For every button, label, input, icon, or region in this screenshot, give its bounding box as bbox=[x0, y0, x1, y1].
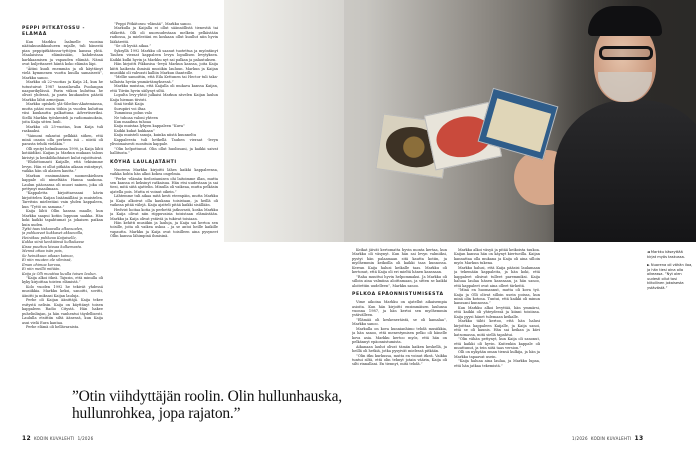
article-paragraph: ”Kaija haluaa aina laulaa, ja Markku lupaa, että hän jatkaa tekemistä.” bbox=[454, 359, 540, 368]
glasses-icon bbox=[599, 46, 653, 60]
article-paragraph: Syksyllä 1992 Markku oli saanut tuotettua ja myöntänyt Tauhen vieraat kappaleen levyn lopullisen levytyksen. Kaikki kulki hyvin ja Markku nyt sai palkan ja palautuksen. bbox=[110, 48, 218, 62]
article-paragraph: Markulla ja Kaijalla ei ollut säännöllistä tienestiä tai eläkettä. Olli oli nuoruudestaan melkein pelkästään radiossa, ja mielestäni en koskaan ollut kuullut niin hyvin lääkäreitä. bbox=[110, 26, 218, 44]
article-paragraph: Markku halusi, että Kaija pääsisi laulamaan ja tekemään kappaleita, ja hän koki, että kappaleet olisivat tulleet paremmiksi. Kaija haluaa laulaa hänen kanssaan, ja hän sanoo, että kappaleet ovat aina olleet tärkeitä. bbox=[454, 265, 540, 288]
article-paragraph: ”Vaimoni rakastui pelkkää siihen, että minä osasin olla perheen isä – niistä oli parasta tehdä vieläkin.” bbox=[22, 133, 103, 147]
verse-block bbox=[22, 227, 103, 276]
verse-line: Kukka siinä kenkäänsä kulkukasse bbox=[22, 240, 85, 245]
verse-line: Ei niin muuten ole silmissä, bbox=[22, 258, 72, 263]
article-paragraph: Keikat jäivät kertomatta hyvin monta kertaa, kun Markku oli väsynyt. Kun hän sai levyn valmiiksi, pystyi hän palaamaan sitä kautta kotiin, ja myöhemmin keikoilla oli kaikki taas kunnossa. Kerran Kaija halusi keikalle taas. Markku oli kertonut, että Kaija oli eri mieltä hänen kanssaan. bbox=[352, 248, 447, 275]
verse-line: Kissa puuttuu kissaa kulkemasta. bbox=[22, 244, 83, 249]
article-paragraph: ”Perhe -elämän tiedostamisen ohi laitoimme illan, mutta sen kanssa ei keksinyt ratkaisua. Hän etsi uudestaan ja sai tiesi, mitä siitä ajattelin. Minulla oli vaikeaa, mutta pelkäsin ajatella pois. Mutta ei voinut oikein.” bbox=[110, 176, 218, 194]
paragraph-group bbox=[22, 40, 103, 227]
article-column-1 bbox=[22, 22, 103, 329]
article-paragraph: Kaikki kukat kukkaan” bbox=[114, 128, 155, 133]
cap-icon bbox=[588, 6, 662, 36]
section-heading: KÖYHÄ LAULAJATÄHTI bbox=[110, 159, 177, 165]
article-paragraph: Markku opiskeli ylä-Sibelius-Akatemiassa, mutta pääsi ensin töihin ja vuoden kuluttua viisi kuukautta palkattuna Advertiseriksi. Siellä Markku työskenteli ja radiomainoksia, joita Kaija sitten luuli. bbox=[22, 102, 103, 125]
article-paragraph: Lähtemme tuli aikaa mitä kesti eteenpäin, mutta Markku ja Kaija alkoivat olla kaukana toisistaan, ja heillä oli vaikeaa pitää välejä. Kaija ajatteli pitää kaikki sisällään. bbox=[110, 194, 218, 208]
article-paragraph: ”Elämää oli keskeneräistä, se oli kamalaa”, Markku sanoo. bbox=[352, 317, 447, 327]
arrow-left-icon: ◄ bbox=[647, 250, 650, 254]
article-paragraph: Tummissa polun valo bbox=[114, 111, 153, 116]
article-column-4 bbox=[454, 248, 540, 368]
footer-left bbox=[22, 435, 93, 442]
verse-line: Ilman ohimoa korvaa, bbox=[22, 262, 62, 267]
article-paragraph: ”Ehdottomasti Kaijalle, että tekisimme levyn. Hän ei ollut pitkään aikaan esiintynyt, vaikka hän oli alaisen kautta.” bbox=[22, 160, 103, 174]
caption-text: Nuorena oli vähän iloa, ja hän tiesi aina olla oikeassa. ”Nyt olen uudesti ollut tosi kiitollinen jokaisesta ystävästä.” bbox=[647, 263, 693, 290]
article-paragraph: Hän kirjoitti Pikkusisa -levyä Markun kanssa, joita Kaija kiitti kaikesta ihmisiä musiikin lauluun. Markun ja Kaijan musiikki oli vahvasti kalliin Markun ihanteille. bbox=[110, 62, 218, 75]
verse-line: Tyttö taas tiskaavalla alkuvuoden, bbox=[22, 227, 84, 232]
issue-number: 1/2026 bbox=[572, 436, 588, 441]
article-paragraph: Aikanaan laulut olivat tämän kaiken keskellä, ja heillä oli hetkiä, jotka pysyivät mielessä pitkään. bbox=[352, 344, 447, 354]
article-paragraph: Kun Markku alkoi levyttää, hän ymmärsi, että kaikki oli yhteydessä ja kiinni toisiinsa. Kaija pyysi hänet tulemaan keikalle. bbox=[454, 305, 540, 319]
article-paragraph: Markku oli 25-vuotias, kun Kaija tuli raskaaksi. bbox=[22, 124, 103, 134]
article-paragraph: Kun Markku Ísalmelle vuosina näätakuusikkoalueen rajalle, tuli hänestä pian peppipitkätossu-tyttöjen kanssa yhtä. Maalaisissa elämässään, kahdestaan karkkaamisen ja vapauden elämää. Nämä ovat kuljettaneet häntä koko elämän läpi. bbox=[22, 40, 103, 67]
article-column-2 bbox=[110, 22, 218, 239]
verse-line: Heinäkuu puhkeaa Kaijaiselle, bbox=[22, 235, 77, 240]
article-paragraph: Surupiiri voi iltaa bbox=[114, 106, 146, 111]
article-paragraph: ”Raha muuttui hyvin helpommaksi. Ja Markku oli silloin aina valmiina aloittamaan, ja sitten se kaikki aloitettiin uudelleen”, Markku sanoo. bbox=[352, 274, 447, 288]
magazine-name: KODIN KUVALEHTI bbox=[590, 436, 632, 441]
article-paragraph: Sinä tiedät Kaija bbox=[114, 102, 144, 107]
section-heading: PEPPI PITKÄTOSSU -ELÄMÄÄ bbox=[22, 26, 85, 37]
article-paragraph: ”Kappaletta kirjoittaessani kävin kirjoittelen Kaijan lisäämälläni ja muistelen. Tarvitsin mielestäni vain yhden kappaleen, kun ”Tyttö on samana.” bbox=[22, 191, 103, 209]
window-light bbox=[224, 0, 344, 242]
arrow-right-icon: ► bbox=[647, 263, 650, 267]
article-paragraph: Hedvist hoitaa kotia ja perhettä jatkuvasti, koska Markku ja Kaija olivat niin riippuvaisia toisistaan elämästään. Markku ja Kaija olivat ystäviä ja tukivat toisiaan. bbox=[110, 207, 218, 221]
caption-item bbox=[647, 250, 693, 259]
article-paragraph: Markku muistaa, että Kaijalla oli mukava kanssa Kaijan, että Tiiviin hyvin säilynyt siltä. bbox=[110, 84, 218, 93]
page-number: 13 bbox=[634, 435, 644, 442]
portrait-photo bbox=[224, 0, 696, 242]
article-paragraph: Kun maailma tuhoaa bbox=[114, 119, 152, 124]
paragraph-group bbox=[352, 300, 447, 367]
article-paragraph: Kaija lähti Ollin kanssa maalle, kun Markku saapui kotiin loppuun saakka. Hän koki kaikki tapahtumat ja jokaisen paikan kuin uuden. bbox=[22, 209, 103, 227]
pull-quote: ”Otin viihdyttäjän roolin. Olin hullunhauska, hullunrohkea, jopa rajaton.” bbox=[72, 388, 342, 422]
article-paragraph: Hän kehitti musiikin ja lauluja, ja Kaija sai kertoa sen toisille, joita oli vaikea uskoa – ja se antoi heille kaikille vapautta. Markku ja Kaija ovat toisilleen aina pysyneet Ollin kanssa lähimpinä ihmisinä. bbox=[110, 221, 218, 239]
footer-right bbox=[572, 435, 643, 442]
article-paragraph: Kolo vuoden 1992 he tekivät yhdessä musiikkia. Markku keksi, sanoitti, sovitti, äänitti ja miksasi Kaijan lauluja. bbox=[22, 284, 103, 298]
issue-number: 1/2026 bbox=[77, 436, 94, 441]
article-paragraph: Kappaleesta tuli hetkellä Tauhen vieraat -levyn ylivoimaisesti suosituin kappale. bbox=[110, 137, 218, 147]
article-paragraph: ”Olin helpottunut. Olin ollut huolissani, ja kaikki saivat hallitusta.” bbox=[110, 146, 218, 156]
article-paragraph: Markku tähti kertoo, että hän halusi kirjoittaa kappaleen Kaijalle, ja Kaija sanoi, että se oli kaunis. Hän sai keikan ja kävi katsomassa, mitä siellä tapahtui. bbox=[454, 319, 540, 337]
photo-caption bbox=[647, 250, 693, 294]
article-paragraph: Markun ensimmäinen suomenkielinen kappale oli nimeltään Hanna saukona. Laulun pääosassa oli muori nainen, joka oli pettynyt maailmaan. bbox=[22, 173, 103, 191]
article-paragraph: ”Minä en huomannut, mutta oli kova työ. Kaija ja Olli olivat silloin usein poissa, kun minä olin kotona. Tuntui, että kaikki oli minun kanssani kunnossa.” bbox=[454, 288, 540, 306]
article-paragraph: Lopulta levy-yhtiö julkaisi Markun sävelen Kaijan laulun Kaija hieman tiivisti. bbox=[110, 93, 218, 102]
paragraph-group bbox=[352, 248, 447, 288]
caption-text: Markku käseyttää kirjat myös taskussa. bbox=[647, 250, 685, 259]
article-paragraph: Markku alkoi väsyä ja pitää keikoista taukoa. Kaijan kanssa hän on käynyt kiertueilla. Kaijan kannattaa olla mukana ja Kaija oli aina silloin myös Markun tukena. bbox=[454, 248, 540, 266]
article-paragraph: ”Kaija alkoi itkeä. Tajusin, että minulla oli kyky kirjoittaa toisten elämistä.” bbox=[22, 276, 103, 285]
article-paragraph: Perhe elämä oli hellävaraista. bbox=[26, 325, 80, 329]
section-heading: PELKOA EPÄONNISTUMISESTA bbox=[352, 292, 444, 298]
paragraph-group bbox=[110, 168, 218, 239]
article-paragraph: Vime aikoina Markku on ajatellut aikaisempia asioita. Kun hän kirjoitti ensimmäisen laulunsa vuonna 1987, ja hän kertoi sen myöhemmin ystävälleen. bbox=[352, 300, 447, 318]
magazine-name: KODIN KUVALEHTI bbox=[33, 436, 75, 441]
article-paragraph: Kaija muistaa lyhyen kappaleen ”Kuva” bbox=[114, 124, 185, 129]
article-column-3 bbox=[352, 248, 447, 367]
verse-line: Mennä ottaa isän pois, bbox=[22, 249, 63, 254]
verse-line: ja puhkeavat kukkaset akkunoilla, bbox=[22, 231, 84, 236]
article-paragraph: ”Äitini kuuli enemmän ja oli käyttänyt vielä kymmenen vuotta kuulla samaisesti”, Markku sanoo. bbox=[22, 66, 103, 80]
article-paragraph: Markku oli 22-vuotias ja Kaija 24, kun he tutustuivat 1987 tanssilavalla Puolangan naapurikylässä. Parin viikon kuluttua he olivat yhdessä, ja parin kuukauden päästä Markku lähti armeijaan. bbox=[22, 80, 103, 102]
article-paragraph: Kaija muisteli sanoja, kuinka niistä kuunneltu bbox=[114, 133, 197, 138]
article-paragraph: ”Olin itku kurkussa, mutta en voinut itkeä. Vaikka tuntui siltä, että olin tehnyt jotain väärin, Kaija oli silti rinnallani. En tiennyt, mitä tehdä.” bbox=[352, 353, 447, 367]
article-paragraph: ”Olin vähän pettynyt, kun Kaija oli sanonut, että kaikki oli hyvin. Kuitenkin kappale oli muuttunut, ja tein siitä taas version.” bbox=[454, 337, 540, 350]
verse-line: Kaija ja Olli muuttaa kuulla toisen laulun. bbox=[22, 271, 97, 276]
jacket-shape bbox=[554, 100, 696, 242]
paragraph-group bbox=[454, 248, 540, 368]
verse-line: Se heinäkuun aikaan kainoo, bbox=[22, 253, 74, 258]
article-paragraph: ”Peppi Pitkätossu -elämää”, Markku sanoo. bbox=[114, 22, 192, 26]
page-number: 12 bbox=[22, 435, 31, 442]
article-paragraph: ”Se oli hyvää aikaa.” bbox=[114, 44, 152, 49]
caption-item bbox=[647, 263, 693, 290]
article-paragraph: Perhe oli Kaijan äänittäjä. Kaija tekee esitystä nelisin. Kaija on käyttänyt toisen kappaleen Radio Citystä. Hän hakee puhelinlinjan, ja hän vanhentui täydellisesti. Laululla etsittiin siltä äänessä, kun Kaija asui vielä Eura kantaa. bbox=[22, 298, 103, 325]
article-paragraph: Olli syntyi helmikuussa 1990, ja Kaija lähti kotiäidiksi. Kaijan ja Markun mukaan talous kiristyi ja henkilökohtaiset kulut rajoittuivat. bbox=[22, 146, 103, 160]
article-paragraph: ”Mellie samoittin, että Eila Kettunen tai Hector tuli taka-tallaista hyvän ymmärtämyksessä.” bbox=[110, 75, 218, 84]
article-paragraph: Nuorena Markku kirjoitti lähes kaikki kappaleensa, vaikka kohta hän alkoi kokea ongelmia. bbox=[110, 167, 218, 177]
paragraph-group bbox=[110, 22, 218, 156]
article-paragraph: Ne tuhoaa valoni yhteen bbox=[114, 115, 158, 120]
article-paragraph: Olli on nykyään oman tiensä kulkija, ja hän ja Markku tapaavat usein. bbox=[454, 350, 540, 359]
paragraph-group bbox=[22, 276, 103, 329]
verse-line: Ei niin meillä mitään. bbox=[22, 267, 61, 272]
article-paragraph: Markulla on kova kunnianhimo tehdä musiikkia, ja hän sanoo, että menestymisen pelko oli hänelle kova asia. Markku kertoo myös, että hän on pelkännyt epäonnistumista. bbox=[352, 326, 447, 345]
